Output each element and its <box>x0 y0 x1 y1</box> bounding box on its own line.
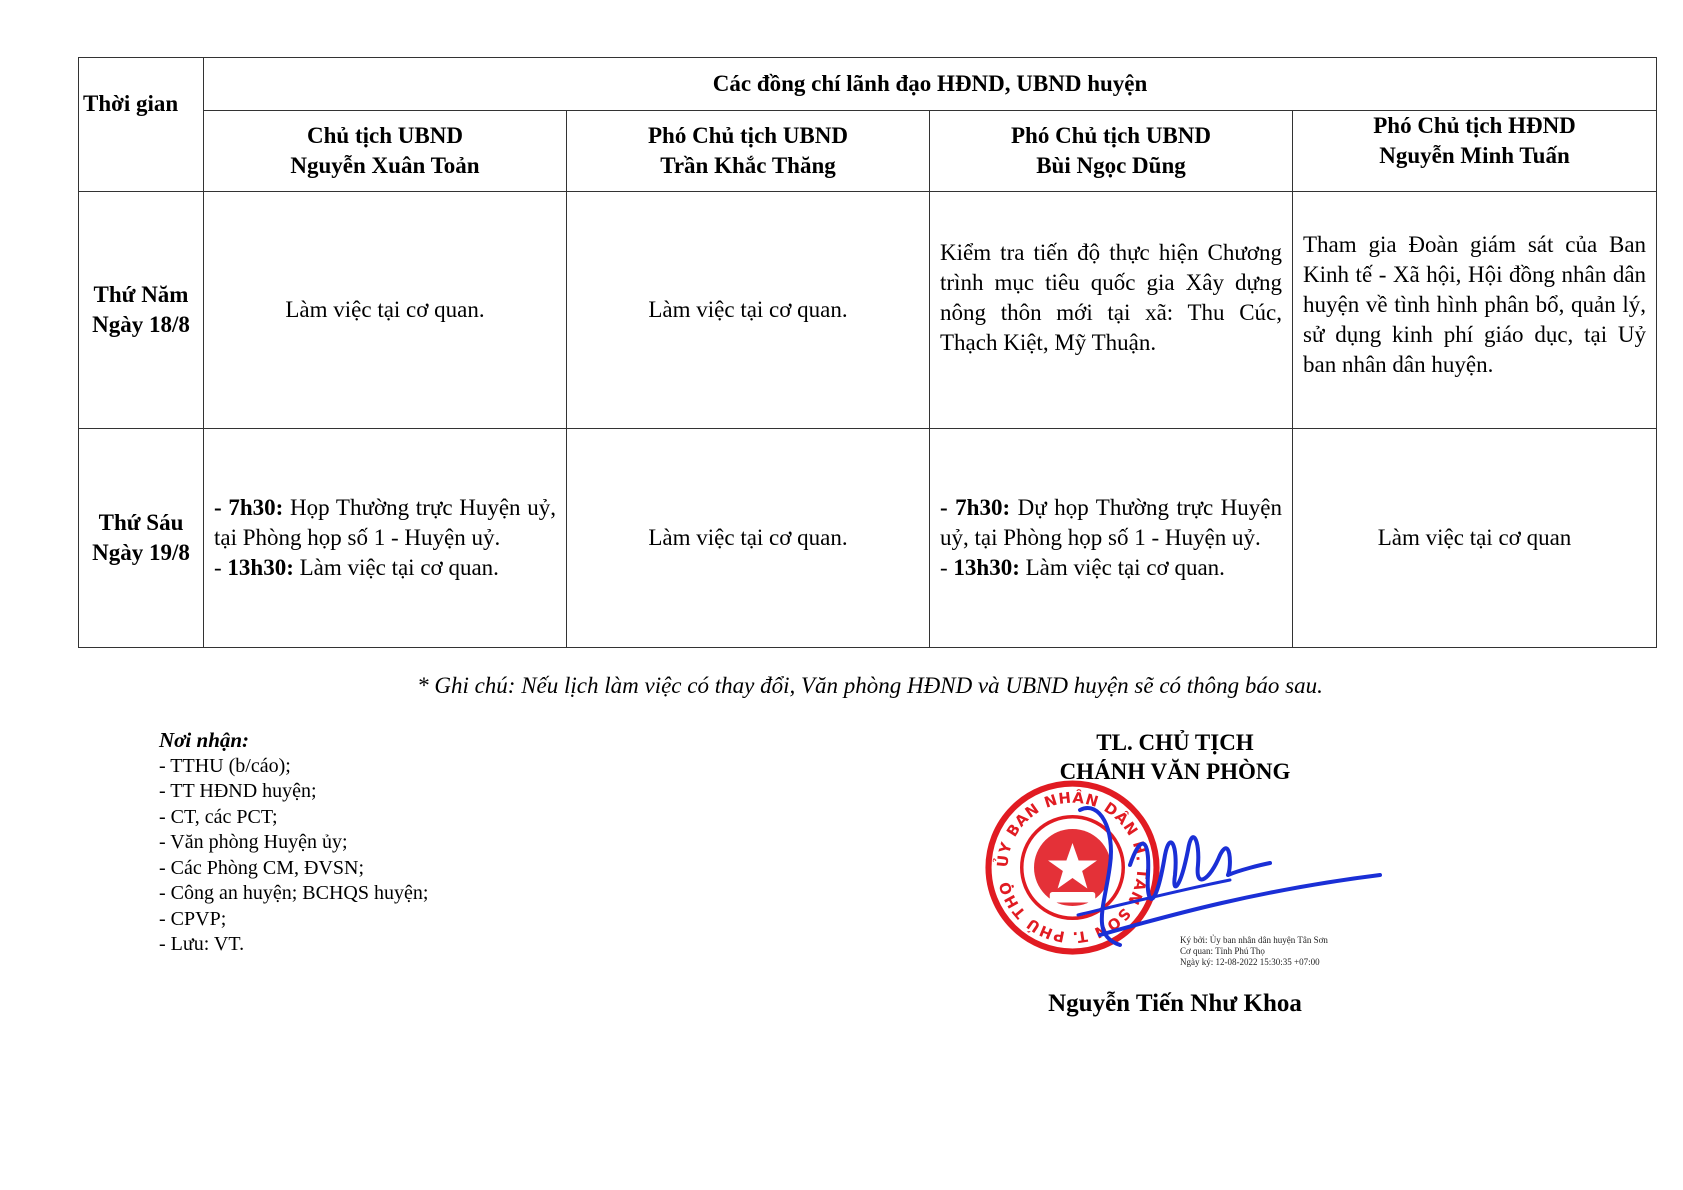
day-date: Ngày 19/8 <box>92 540 190 565</box>
signature-heading <box>940 728 1410 786</box>
list-item: - Các Phòng CM, ĐVSN; <box>159 856 365 879</box>
column-person: Bùi Ngọc Dũng <box>1036 153 1186 178</box>
column-person: Trần Khắc Thăng <box>660 153 836 178</box>
list-item: - TTHU (b/cáo); <box>159 754 291 777</box>
entry-text: Làm việc tại cơ quan. <box>1019 555 1225 580</box>
list-item: - CPVP; <box>159 907 227 930</box>
entry-time: 13h30: <box>953 555 1020 580</box>
recipients-block <box>159 728 428 958</box>
schedule-entry <box>940 493 1282 553</box>
schedule-entry <box>940 553 1282 583</box>
list-item: - Văn phòng Huyện ủy; <box>159 831 348 853</box>
entry-prefix: - <box>940 555 954 580</box>
digital-signature-line: Cơ quan: Tỉnh Phú Thọ <box>1180 946 1265 956</box>
entry-time: 7h30: <box>228 495 284 520</box>
signature-line-2: CHÁNH VĂN PHÒNG <box>1059 759 1291 784</box>
column-header-3 <box>930 111 1293 192</box>
entry-text: Dự họp Thường trực Huyện uỷ, tại Phòng họp số 1 - Huyện uỷ. <box>940 495 1282 550</box>
entry-time: 7h30: <box>955 495 1011 520</box>
schedule-cell: Làm việc tại cơ quan <box>1293 429 1657 648</box>
signer-name: Nguyễn Tiến Như Khoa <box>1048 990 1302 1017</box>
footnote: * Ghi chú: Nếu lịch làm việc có thay đổi, Văn phòng HĐND và UBND huyện sẽ có thông báo sau. <box>417 673 1323 698</box>
column-header-4 <box>1293 111 1657 192</box>
schedule-cell: Làm việc tại cơ quan. <box>204 192 567 429</box>
signature-line-1: TL. CHỦ TỊCH <box>1096 730 1254 755</box>
schedule-cell <box>204 429 567 648</box>
schedule-cell: Kiểm tra tiến độ thực hiện Chương trình mục tiêu quốc gia Xây dựng nông thôn mới tại xã: Thu Cúc, Thạch Kiệt, Mỹ Thuận. <box>930 192 1293 429</box>
header-row-group <box>79 58 1657 111</box>
schedule-cell: Tham gia Đoàn giám sát của Ban Kinh tế - Xã hội, Hội đồng nhân dân huyện về tình hình phân bổ, quản lý, sử dụng kinh phí giáo dục, tại Uỷ ban nhân dân huyện. <box>1293 192 1657 429</box>
day-cell <box>79 429 204 648</box>
schedule-cell: Làm việc tại cơ quan. <box>567 192 930 429</box>
column-role: Chủ tịch UBND <box>307 123 463 148</box>
list-item: - Lưu: VT. <box>159 933 245 955</box>
column-header-1 <box>204 111 567 192</box>
column-header-2 <box>567 111 930 192</box>
list-item: - Công an huyện; BCHQS huyện; <box>159 882 429 904</box>
entry-time: 13h30: <box>227 555 294 580</box>
recipients-title: Nơi nhận: <box>159 728 250 752</box>
digital-signature-info <box>1180 935 1328 968</box>
column-role: Phó Chủ tịch UBND <box>1010 123 1211 148</box>
schedule-cell: Làm việc tại cơ quan. <box>567 429 930 648</box>
column-person: Nguyễn Minh Tuấn <box>1379 143 1570 168</box>
column-person: Nguyễn Xuân Toản <box>290 153 480 178</box>
schedule-table <box>78 57 1657 648</box>
header-time: Thời gian <box>79 58 204 192</box>
day-cell <box>79 192 204 429</box>
digital-signature-line: Ngày ký: 12-08-2022 15:30:35 +07:00 <box>1180 957 1320 967</box>
entry-prefix: - <box>214 495 229 520</box>
list-item: - CT, các PCT; <box>159 805 278 828</box>
header-group: Các đồng chí lãnh đạo HĐND, UBND huyện <box>204 58 1657 111</box>
day-name: Thứ Sáu <box>98 510 184 535</box>
schedule-cell <box>930 429 1293 648</box>
entry-prefix: - <box>214 555 228 580</box>
column-role: Phó Chủ tịch HĐND <box>1373 113 1576 138</box>
entry-prefix: - <box>940 495 956 520</box>
entry-text: Làm việc tại cơ quan. <box>293 555 499 580</box>
header-row-columns <box>79 111 1657 192</box>
recipients-list <box>159 754 428 958</box>
table-row <box>79 429 1657 648</box>
entry-text: Họp Thường trực Huyện uỷ, tại Phòng họp số 1 - Huyện uỷ. <box>214 495 556 550</box>
day-date: Ngày 18/8 <box>92 312 190 337</box>
digital-signature-line: Ký bởi: Ủy ban nhân dân huyện Tân Sơn <box>1180 935 1328 945</box>
list-item: - TT HĐND huyện; <box>159 780 317 802</box>
schedule-entry <box>214 493 556 553</box>
column-role: Phó Chủ tịch UBND <box>647 123 848 148</box>
day-name: Thứ Năm <box>93 282 189 307</box>
svg-text:ỦY BAN NHÂN DÂN H. TÂN SƠN T.: ỦY BAN NHÂN DÂN H. TÂN SƠN T. PHÚ THỌ <box>993 788 1152 947</box>
schedule-entry <box>214 553 556 583</box>
table-row <box>79 192 1657 429</box>
